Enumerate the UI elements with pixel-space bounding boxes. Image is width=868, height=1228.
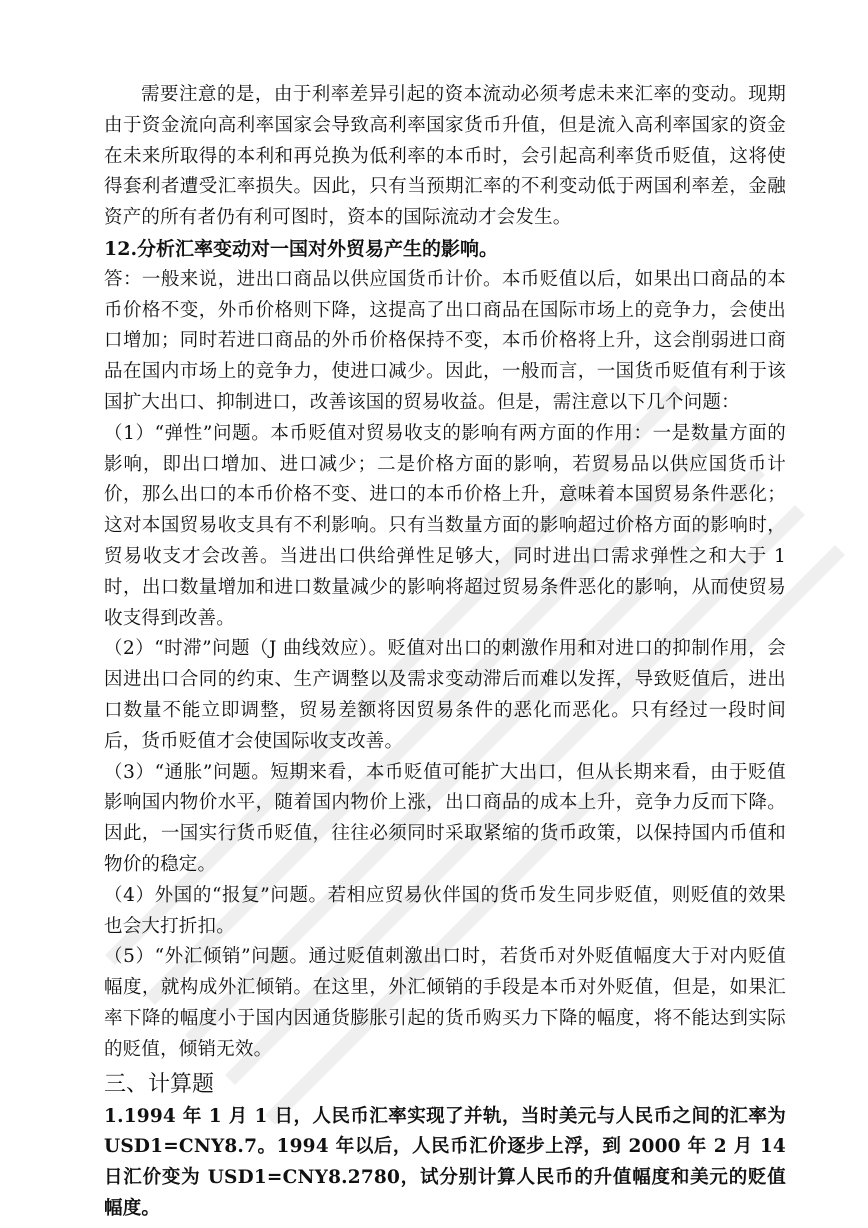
document-page	[104, 80, 786, 1225]
section-title-calculation: 三、计算题	[104, 1071, 215, 1097]
item-exchange-dumping: （5）“外汇倾销”问题。通过贬值刺激出口时，若货币对外贬值幅度大于对内贬值幅度，就构成外汇倾销。在这里，外汇倾销的手段是本币对外贬值，但是，如果汇率下降的幅度小于国内因通货膨胀引起的货币购买力下降的幅度，将不能达到实际的贬值，倾销无效。	[104, 946, 786, 1060]
answer-paragraph: 答：一般来说，进出口商品以供应国货币计价。本币贬值以后，如果出口商品的本币价格不变，外币价格则下降，这提高了出口商品在国际市场上的竞争力，会使出口增加；同时若进口商品的外币价格保持不变，本币价格将上升，这会削弱进口商品在国内市场上的竞争力，使进口减少。因此，一般而言，一国货币贬值有利于该国扩大出口、抑制进口，改善该国的贸易收益。但是，需注意以下几个问题：	[104, 268, 786, 413]
paragraph-capital-flow: 需要注意的是，由于利率差异引起的资本流动必须考虑未来汇率的变动。现期由于资金流向高利率国家会导致高利率国家货币升值，但是流入高利率国家的资金在未来所取得的本利和再兑换为低利率的本币时，会引起高利率货币贬值，这将使得套利者遭受汇率损失。因此，只有当预期汇率的不利变动低于两国利率差，金融资产的所有者仍有利可图时，资本的国际流动才会发生。	[104, 84, 786, 229]
item-time-lag: （2）“时滞”问题（J 曲线效应）。贬值对出口的刺激作用和对进口的抑制作用，会因进出口合同的约束、生产调整以及需求变动滞后而难以发挥，导致贬值后，进出口数量不能立即调整，贸易差额将因贸易条件的恶化而恶化。只有经过一段时间后，货币贬值才会使国际收支改善。	[104, 638, 786, 752]
question-12-title: 12.分析汇率变动对一国对外贸易产生的影响。	[104, 237, 499, 260]
item-retaliation: （4）外国的“报复”问题。若相应贸易伙伴国的货币发生同步贬值，则贬值的效果也会大打折扣。	[104, 884, 786, 937]
item-inflation: （3）“通胀”问题。短期来看，本币贬值可能扩大出口，但从长期来看，由于贬值影响国内物价水平，随着国内物价上涨，出口商品的成本上升，竞争力反而下降。因此，一国实行货币贬值，往往必须同时采取紧缩的货币政策，以保持国内币值和物价的稳定。	[104, 761, 786, 875]
item-elasticity: （1）“弹性”问题。本币贬值对贸易收支的影响有两方面的作用：一是数量方面的影响，即出口增加、进口减少；二是价格方面的影响，若贸易品以供应国货币计价，那么出口的本币价格不变、进口的本币价格上升，意味着本国贸易条件恶化；这对本国贸易收支具有不利影响。只有当数量方面的影响超过价格方面的影响时，贸易收支才会改善。当进出口供给弹性足够大，同时进出口需求弹性之和大于 1 时，出口数量增加和进口数量减少的影响将超过贸易条件恶化的影响，从而使贸易收支得到改善。	[104, 422, 786, 629]
calc-question-1: 1.1994 年 1 月 1 日，人民币汇率实现了并轨，当时美元与人民币之间的汇率为 USD1=CNY8.7。1994 年以后，人民币汇价逐步上浮，到 2000 年 2 月 14 日汇价变为 USD1=CNY8.2780，试分别计算人民币的升值幅度和美元的贬值幅度。	[104, 1105, 786, 1219]
